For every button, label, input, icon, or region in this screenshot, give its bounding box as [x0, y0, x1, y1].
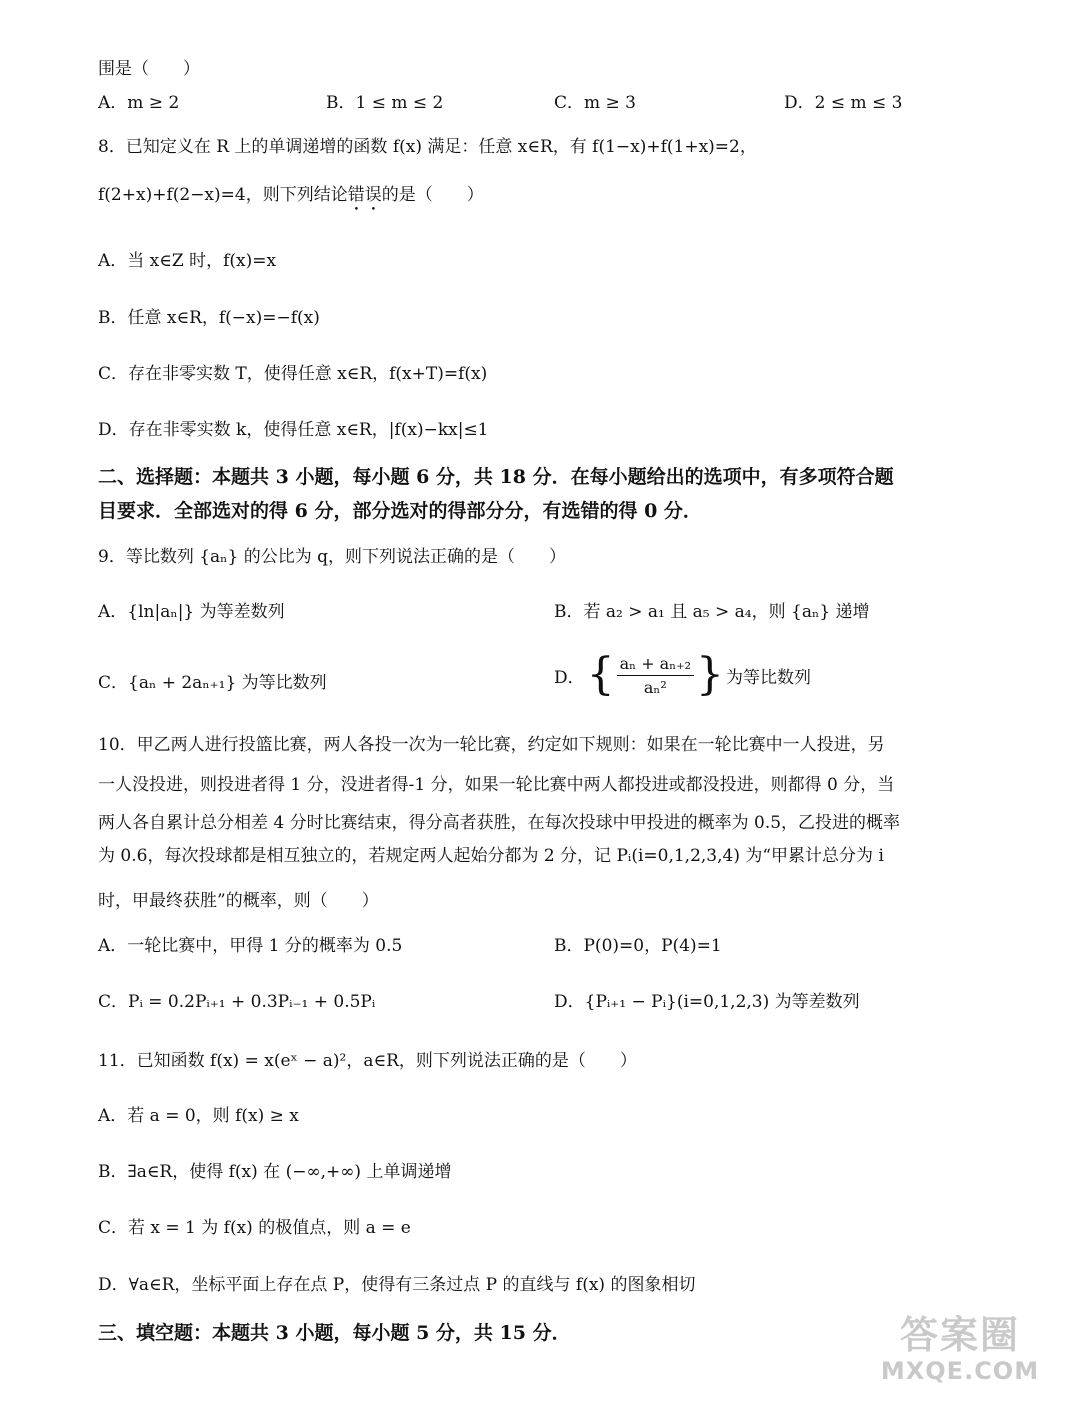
q9-option-b: B．若 a₂ > a₁ 且 a₅ > a₄，则 {aₙ} 递增	[554, 602, 870, 622]
section2-heading-line1: 二、选择题：本题共 3 小题，每小题 6 分，共 18 分．在每小题给出的选项中，有多项符合题	[98, 466, 894, 488]
q11-option-c: C．若 x = 1 为 f(x) 的极值点，则 a = e	[98, 1218, 411, 1238]
q7-option-a: A．m ≥ 2	[98, 93, 180, 113]
q7-option-b: B．1 ≤ m ≤ 2	[326, 93, 444, 113]
q10-stem-line3: 两人各自累计总分相差 4 分时比赛结束，得分高者获胜，在每次投球中甲投进的概率为 0.5，乙投进的概率	[98, 813, 901, 833]
q11-option-d: D．∀a∈R，坐标平面上存在点 P，使得有三条过点 P 的直线与 f(x) 的图象相切	[98, 1275, 696, 1295]
q9-option-d-denominator: aₙ²	[643, 677, 667, 697]
q8-option-c: C．存在非零实数 T，使得任意 x∈R，f(x+T)=f(x)	[98, 364, 488, 384]
q9-option-d	[554, 650, 811, 700]
q9-option-c: C．{aₙ + 2aₙ₊₁} 为等比数列	[98, 673, 327, 693]
q8-stem-line2-pre: f(2+x)+f(2−x)=4，则下列结论	[98, 185, 348, 205]
q7-continuation: 围是（ ）	[98, 59, 200, 79]
q10-stem-line4: 为 0.6，每次投球都是相互独立的，若规定两人起始分都为 2 分，记 Pᵢ(i=0,1,2,3,4) 为“甲累计总分为 i	[98, 846, 884, 866]
q7-option-c: C．m ≥ 3	[554, 93, 636, 113]
q10-stem-line2: 一人没投进，则投进者得 1 分，没进者得-1 分，如果一轮比赛中两人都投进或都没投进，则都得 0 分，当	[98, 775, 895, 795]
q9-option-d-numerator: aₙ + aₙ₊₂	[617, 654, 694, 676]
q8-option-a: A．当 x∈Z 时，f(x)=x	[98, 251, 277, 271]
watermark-text-cn: 答案圈	[899, 1313, 1020, 1357]
q9-option-a: A．{ln|aₙ|} 为等差数列	[98, 602, 285, 622]
q8-option-b: B．任意 x∈R，f(−x)=−f(x)	[98, 308, 320, 328]
q8-option-d: D．存在非零实数 k，使得任意 x∈R，|f(x)−kx|≤1	[98, 420, 489, 440]
q8-stem-line2-post: 的是（ ）	[381, 185, 484, 205]
section3-heading: 三、填空题：本题共 3 小题，每小题 5 分，共 15 分．	[98, 1322, 571, 1344]
q10-option-a: A．一轮比赛中，甲得 1 分的概率为 0.5	[98, 936, 403, 956]
q8-emphasis-wrong: 错误	[347, 185, 382, 205]
q10-option-c: C．Pᵢ = 0.2Pᵢ₊₁ + 0.3Pᵢ₋₁ + 0.5Pᵢ	[98, 992, 376, 1012]
section2-heading-line2: 目要求．全部选对的得 6 分，部分选对的得部分分，有选错的得 0 分．	[98, 500, 702, 522]
q10-stem-line1: 10．甲乙两人进行投篮比赛，两人各投一次为一轮比赛，约定如下规则：如果在一轮比赛中一人投进，另	[98, 735, 885, 755]
q10-option-d: D．{Pᵢ₊₁ − Pᵢ}(i=0,1,2,3) 为等差数列	[554, 992, 860, 1012]
q11-option-a: A．若 a = 0，则 f(x) ≥ x	[98, 1106, 299, 1126]
q11-stem: 11．已知函数 f(x) = x(eˣ − a)²，a∈R，则下列说法正确的是（ ）	[98, 1051, 637, 1071]
right-brace-icon: }	[696, 649, 724, 700]
q9-stem: 9．等比数列 {aₙ} 的公比为 q，则下列说法正确的是（ ）	[98, 547, 567, 567]
q8-stem-line1: 8．已知定义在 R 上的单调递增的函数 f(x) 满足：任意 x∈R，有 f(1−x)+f(1+x)=2，	[98, 137, 757, 157]
q9-option-d-fraction	[617, 654, 694, 697]
left-brace-icon: {	[586, 649, 615, 700]
q9-option-d-text: 为等比数列	[726, 667, 811, 688]
watermark-logo	[870, 1313, 1050, 1403]
q10-option-b: B．P(0)=0，P(4)=1	[554, 936, 722, 956]
watermark-text-url: MXQE.COM	[880, 1357, 1040, 1385]
q10-stem-line5: 时，甲最终获胜”的概率，则（ ）	[98, 891, 379, 911]
q8-stem-line2	[98, 180, 484, 215]
q11-option-b: B．∃a∈R，使得 f(x) 在 (−∞,+∞) 上单调递增	[98, 1162, 452, 1182]
q7-option-d: D．2 ≤ m ≤ 3	[784, 93, 903, 113]
q9-option-d-label: D．	[554, 667, 585, 688]
